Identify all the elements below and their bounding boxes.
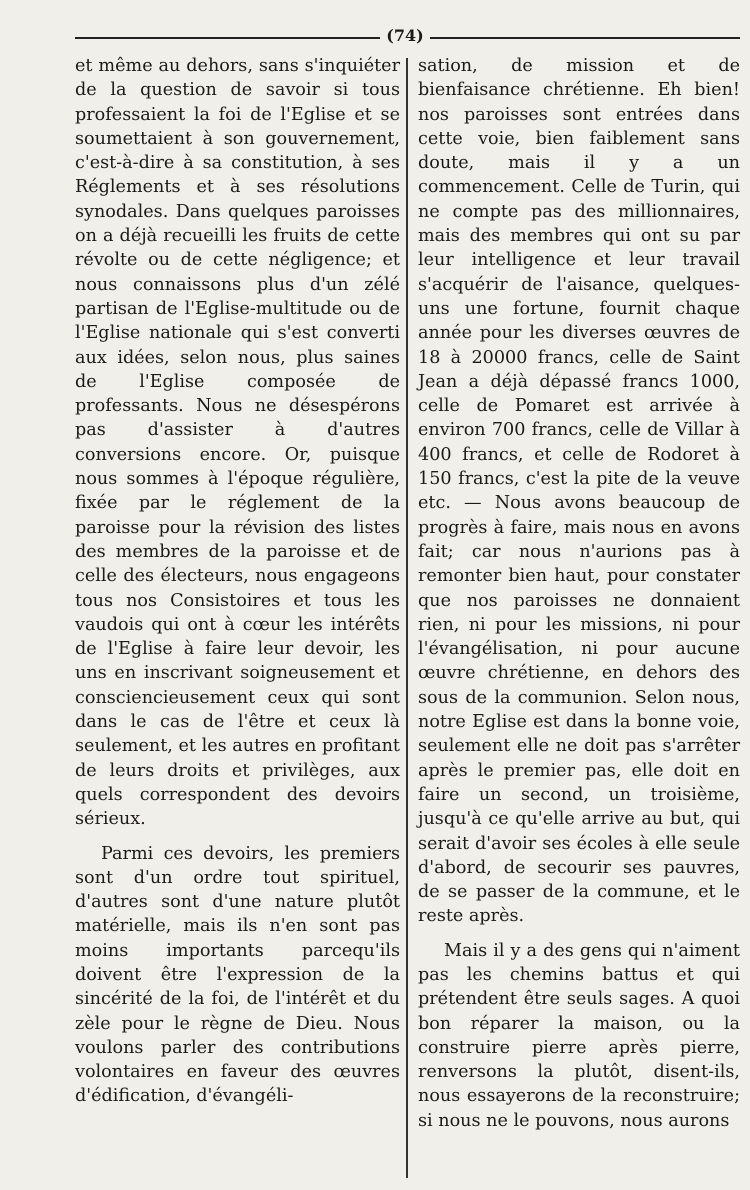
right-paragraph-1: sation, de mission et de bienfaisance chrétienne. Eh bien! nos paroisses sont entrées dans cette voie, bien faiblement sans doute, mais il y a un commencement. Celle de Turin, qui ne compte pas des millionnaires, mais des membres qui ont su par leur intelligence et leur travail s'acquérir de l'aisance, quelques-uns une fortune, fournit chaque année pour les diverses œuvres de 18 à 20000 francs, celle de Saint Jean a déjà dépassé francs 1000, celle de Pomaret est arrivée à environ 700 francs, celle de Villar à 400 francs, et celle de Rodoret à 150 francs, c'est la pite de la veuve etc. — Nous avons beaucoup de progrès à faire, mais nous en avons fait; car nous n'aurions pas à remonter bien haut, pour constater que nos paroisses ne donnaient rien, ni pour les missions, ni pour l'évangélisation, ni pour aucune œuvre chrétienne, en dehors des sous de la communion. Selon nous, notre Eglise est dans la bonne voie, seulement elle ne doit pas s'arrêter après le premier pas, elle doit en faire un second, un troisième, jusqu'à ce qu'elle arrive au but, qui serait d'avoir ses écoles à elle seule d'abord, de secourir ses pauvres, de se passer de la commune, et le reste après.	[418, 56, 740, 927]
header-rule-left	[75, 37, 380, 39]
page-number: (74)	[386, 26, 424, 45]
right-paragraph-2: Mais il y a des gens qui n'aiment pas les chemins battus et qui prétendent être seuls sages. A quoi bon réparer la maison, ou la construire pierre après pierre, renversons la plutôt, disent-ils, nous essayerons de la reconstruire; si nous ne le pouvons, nous aurons	[418, 940, 740, 1131]
left-paragraph-2: Parmi ces devoirs, les premiers sont d'un ordre tout spirituel, d'autres sont d'une nature plutôt matérielle, mais ils n'en sont pas moins importants parcequ'ils doivent être l'expression de la sincérité de la foi, de l'intérêt et du zèle pour le règne de Dieu. Nous voulons parler des contributions volontaires en faveur des œuvres d'édification, d'évangéli-	[75, 843, 400, 1107]
page-header	[75, 24, 740, 48]
left-paragraph-1: et même au dehors, sans s'inquiéter de la question de savoir si tous professaient la foi de l'Eglise et se soumettaient à son gouvernement, c'est-à-dire à sa constitution, à ses Réglements et à ses résolutions synodales. Dans quelques paroisses on a déjà recueilli les fruits de cette révolte ou de cette négligence; et nous connaissons plus d'un zélé partisan de l'Eglise-multitude ou de l'Eglise nationale qui s'est converti aux idées, selon nous, plus saines de l'Eglise composée de professants. Nous ne désespérons pas d'assister à d'autres conversions encore. Or, puisque nous sommes à l'époque régulière, fixée par le réglement de la paroisse pour la révision des listes des membres de la paroisse et de celle des électeurs, nous engageons tous nos Consistoires et tous les vaudois qui ont à cœur les intérêts de l'Eglise à faire leur devoir, les uns en inscrivant soigneusement et consciencieusement ceux qui sont dans le cas de l'être et ceux là seulement, et les autres en profitant de leurs droits et privilèges, aux quels correspondent des devoirs sérieux.	[75, 56, 400, 830]
left-column	[75, 54, 400, 1109]
right-column	[418, 54, 740, 1133]
column-divider	[406, 58, 408, 1178]
header-rule-right	[430, 37, 740, 39]
